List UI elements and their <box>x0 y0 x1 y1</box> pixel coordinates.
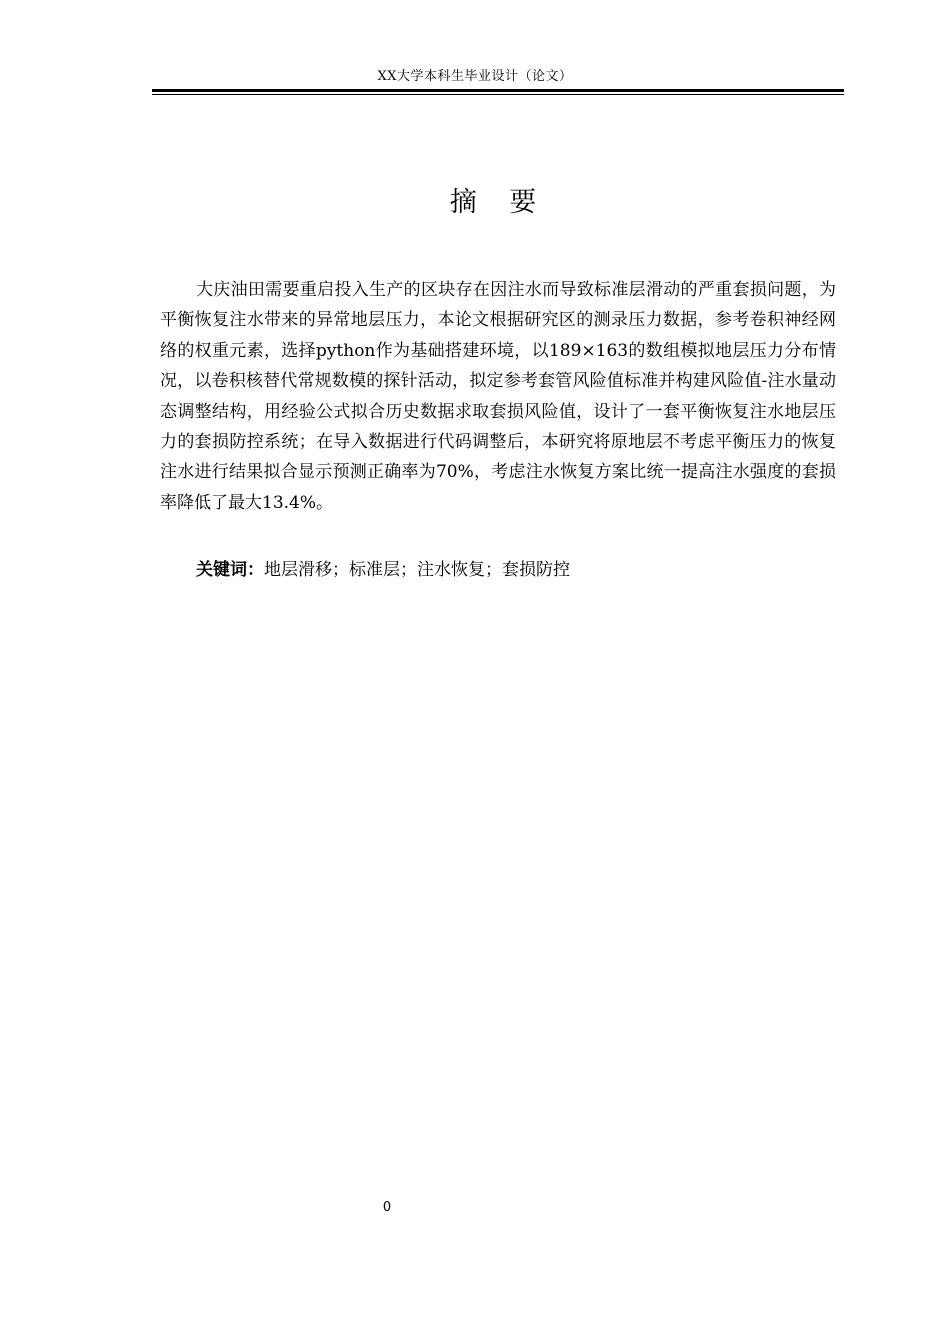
header-rule-thick <box>152 89 844 92</box>
page-header: XX大学本科生毕业设计（论文） <box>377 69 573 84</box>
keywords-value: 地层滑移；标准层；注水恢复；套损防控 <box>264 560 570 580</box>
keywords-line <box>196 555 836 585</box>
page-number: 0 <box>382 1200 392 1215</box>
page-title: 摘 要 <box>449 187 549 218</box>
abstract-paragraph: 大庆油田需要重启投入生产的区块存在因注水而导致标准层滑动的严重套损问题，为平衡恢复注水带来的异常地层压力，本论文根据研究区的测录压力数据，参考卷积神经网络的权重元素，选择python作为基础搭建环境，以189×163的数组模拟地层压力分布情况，以卷积核替代常规数模的探针活动，拟定参考套管风险值标准并构建风险值-注水量动态调整结构，用经验公式拟合历史数据求取套损风险值，设计了一套平衡恢复注水地层压力的套损防控系统；在导入数据进行代码调整后，本研究将原地层不考虑平衡压力的恢复注水进行结果拟合显示预测正确率为70%，考虑注水恢复方案比统一提高注水强度的套损率降低了最大13.4%。 <box>160 280 836 513</box>
header-rule-thin <box>152 94 844 95</box>
keywords-label: 关键词： <box>196 560 264 580</box>
